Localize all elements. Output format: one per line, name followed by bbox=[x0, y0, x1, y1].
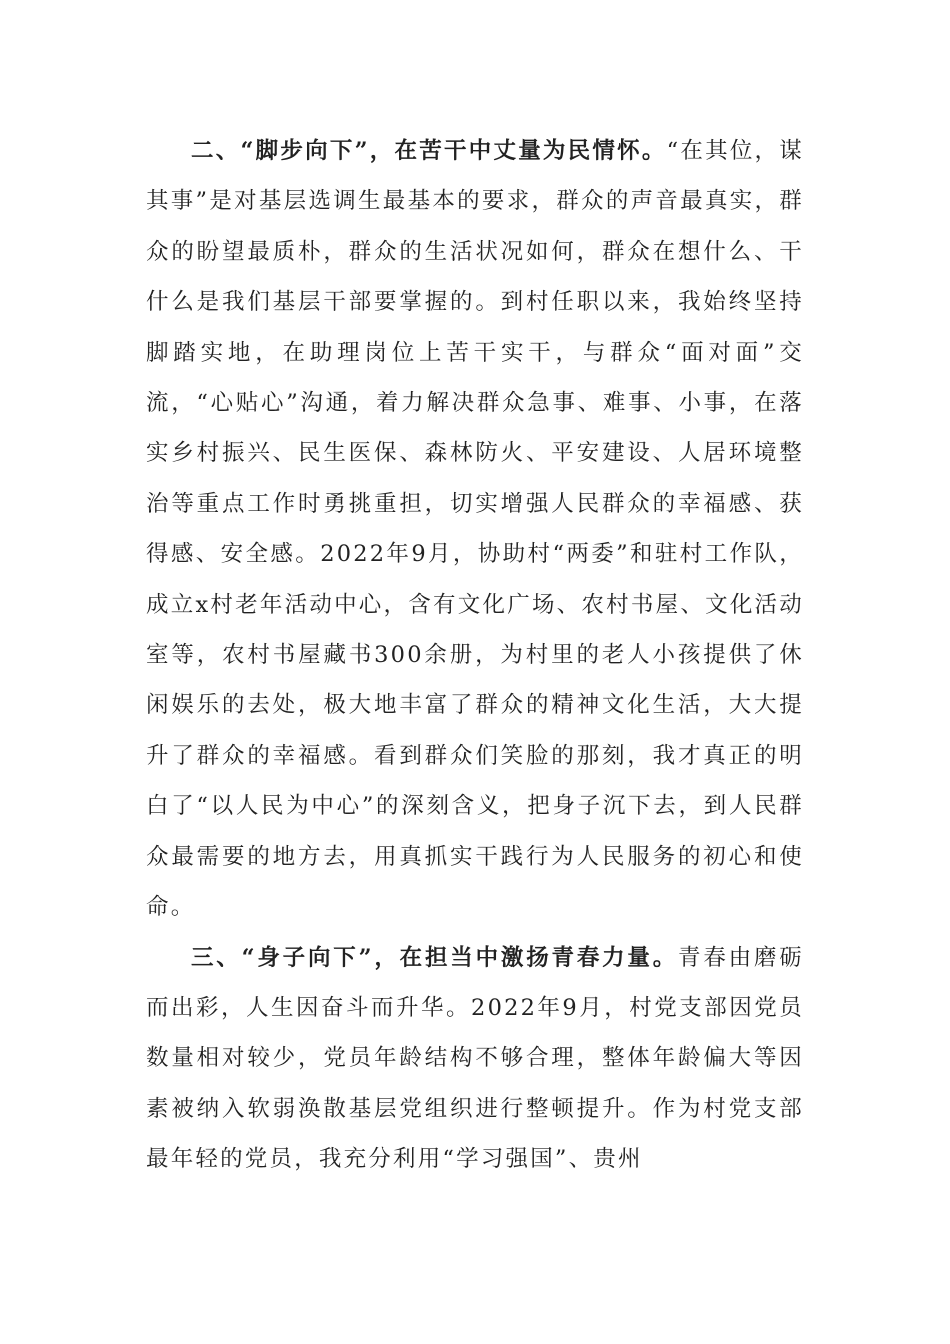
document-body bbox=[146, 126, 804, 1185]
section-3-heading: 三、“身子向下”，在担当中激扬青春力量。 bbox=[191, 944, 679, 971]
paragraph-section-3 bbox=[146, 933, 804, 1185]
section-2-body: “在其位，谋其事”是对基层选调生最基本的要求，群众的声音最真实，群众的盼望最质朴，群众的生活状况如何，群众在想什么、干什么是我们基层干部要掌握的。到村任职以来，我始终坚持脚踏实地，在助理岗位上苦干实干，与群众“面对面”交流，“心贴心”沟通，着力解决群众急事、难事、小事，在落实乡村振兴、民生医保、森林防火、平安建设、人居环境整治等重点工作时勇挑重担，切实增强人民群众的幸福感、获得感、安全感。2022年9月，协助村“两委”和驻村工作队，成立x村老年活动中心，含有文化广场、农村书屋、文化活动室等，农村书屋藏书300余册，为村里的老人小孩提供了休闲娱乐的去处，极大地丰富了群众的精神文化生活，大大提升了群众的幸福感。看到群众们笑脸的那刻，我才真正的明白了“以人民为中心”的深刻含义，把身子沉下去，到人民群众最需要的地方去，用真抓实干践行为人民服务的初心和使命。 bbox=[146, 138, 804, 921]
section-2-heading: 二、“脚步向下”，在苦干中丈量为民情怀。 bbox=[191, 138, 667, 164]
section-3-body: 青春由磨砺而出彩，人生因奋斗而升华。2022年9月，村党支部因党员数量相对较少，党员年龄结构不够合理，整体年龄偏大等因素被纳入软弱涣散基层党组织进行整顿提升。作为村党支部最年轻的党员，我充分利用“学习强国”、贵州 bbox=[146, 944, 804, 1173]
paragraph-section-2 bbox=[146, 126, 804, 933]
